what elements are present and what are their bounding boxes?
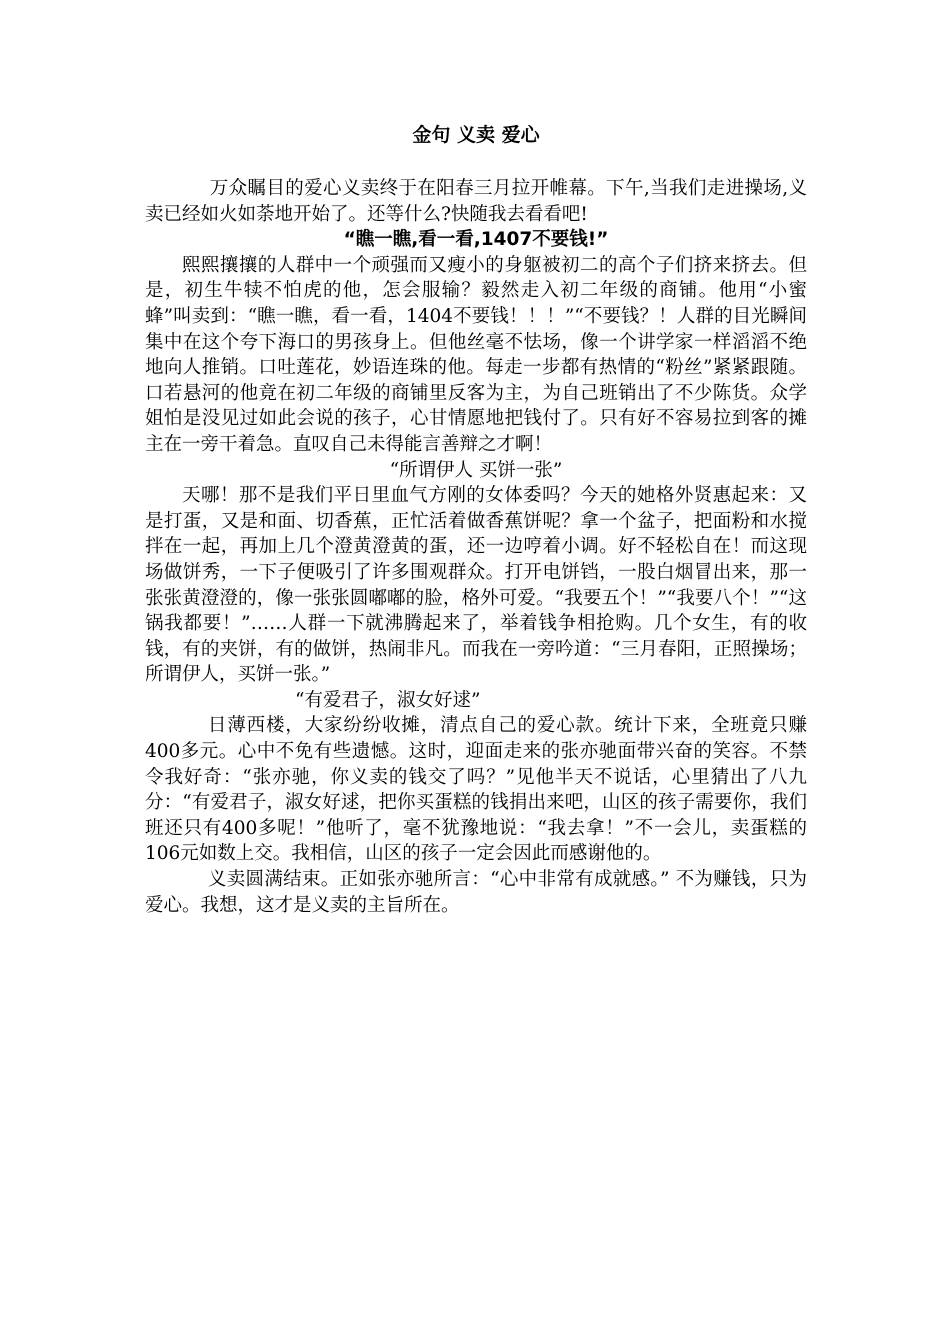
section-3-paragraph: 日薄西楼，大家纷纷收摊，清点自己的爱心款。统计下来，全班竟只赚400多元。心中不免有些遗憾。这时，迎面走来的张亦驰面带兴奋的笑容。不禁令我好奇：“张亦驰，你义卖的钱交了吗？”见他半天不说话，心里猜出了八九分：“有爱君子，淑女好逑，把你买蛋糕的钱捐出来吧，山区的孩子需要你，我们班还只有400多呢！”他听了，毫不犹豫地说：“我去拿！”不一会儿，卖蛋糕的106元如数上交。我相信，山区的孩子一定会因此而感谢他的。 [145, 715, 807, 865]
section-heading-3: “有爱君子，淑女好逑” [295, 689, 481, 711]
document-body [145, 120, 807, 918]
section-1-paragraph: 熙熙攘攘的人群中一个顽强而又瘦小的身躯被初二的高个子们挤来挤去。但是，初生牛犊不怕虎的他，怎会服输？毅然走入初二年级的商铺。他用“小蜜蜂”叫卖到：“瞧一瞧，看一看，1404不要钱！！！”“不要钱？！人群的目光瞬间集中在这个夸下海口的男孩身上。但他丝毫不怯场，像一个讲学家一样滔滔不绝地向人推销。口吐莲花，妙语连珠的他。每走一步都有热情的“粉丝”紧紧跟随。口若悬河的他竟在初二年级的商铺里反客为主，为自己班销出了不少陈货。众学姐怕是没见过如此会说的孩子，心甘情愿地把钱付了。只有好不容易拉到客的摊主在一旁干着急。直叹自己未得能言善辩之才啊！ [145, 254, 807, 455]
section-heading-1: “瞧一瞧,看一看,1407不要钱!” [343, 229, 609, 251]
document-title: 金句 义卖 爱心 [412, 124, 540, 146]
intro-paragraph: 万众瞩目的爱心义卖终于在阳春三月拉开帷幕。下午,当我们走进操场,义卖已经如火如荼地开始了。还等什么?快随我去看看吧! [145, 178, 807, 225]
conclusion-paragraph: 义卖圆满结束。正如张亦驰所言：“心中非常有成就感。” 不为赚钱，只为爱心。我想，这才是义卖的主旨所在。 [145, 869, 807, 916]
section-2-paragraph: 天哪！那不是我们平日里血气方刚的女体委吗？今天的她格外贤惠起来：又是打蛋，又是和面、切香蕉，正忙活着做香蕉饼呢？拿一个盆子，把面粉和水搅拌在一起，再加上几个澄黄澄黄的蛋，还一边哼着小调。好不轻松自在！而这现场做饼秀，一下子便吸引了许多围观群众。打开电饼铛，一股白烟冒出来，那一张张黄澄澄的，像一张张圆嘟嘟的脸，格外可爱。“我要五个！”“我要八个！”“这锅我都要！”……人群一下就沸腾起来了，举着钱争相抢购。几个女生，有的收钱，有的夹饼，有的做饼，热闹非凡。而我在一旁吟道：“三月春阳，正照操场；所谓伊人，买饼一张。” [145, 485, 807, 686]
section-heading-2: “所谓伊人 买饼一张” [389, 459, 563, 481]
